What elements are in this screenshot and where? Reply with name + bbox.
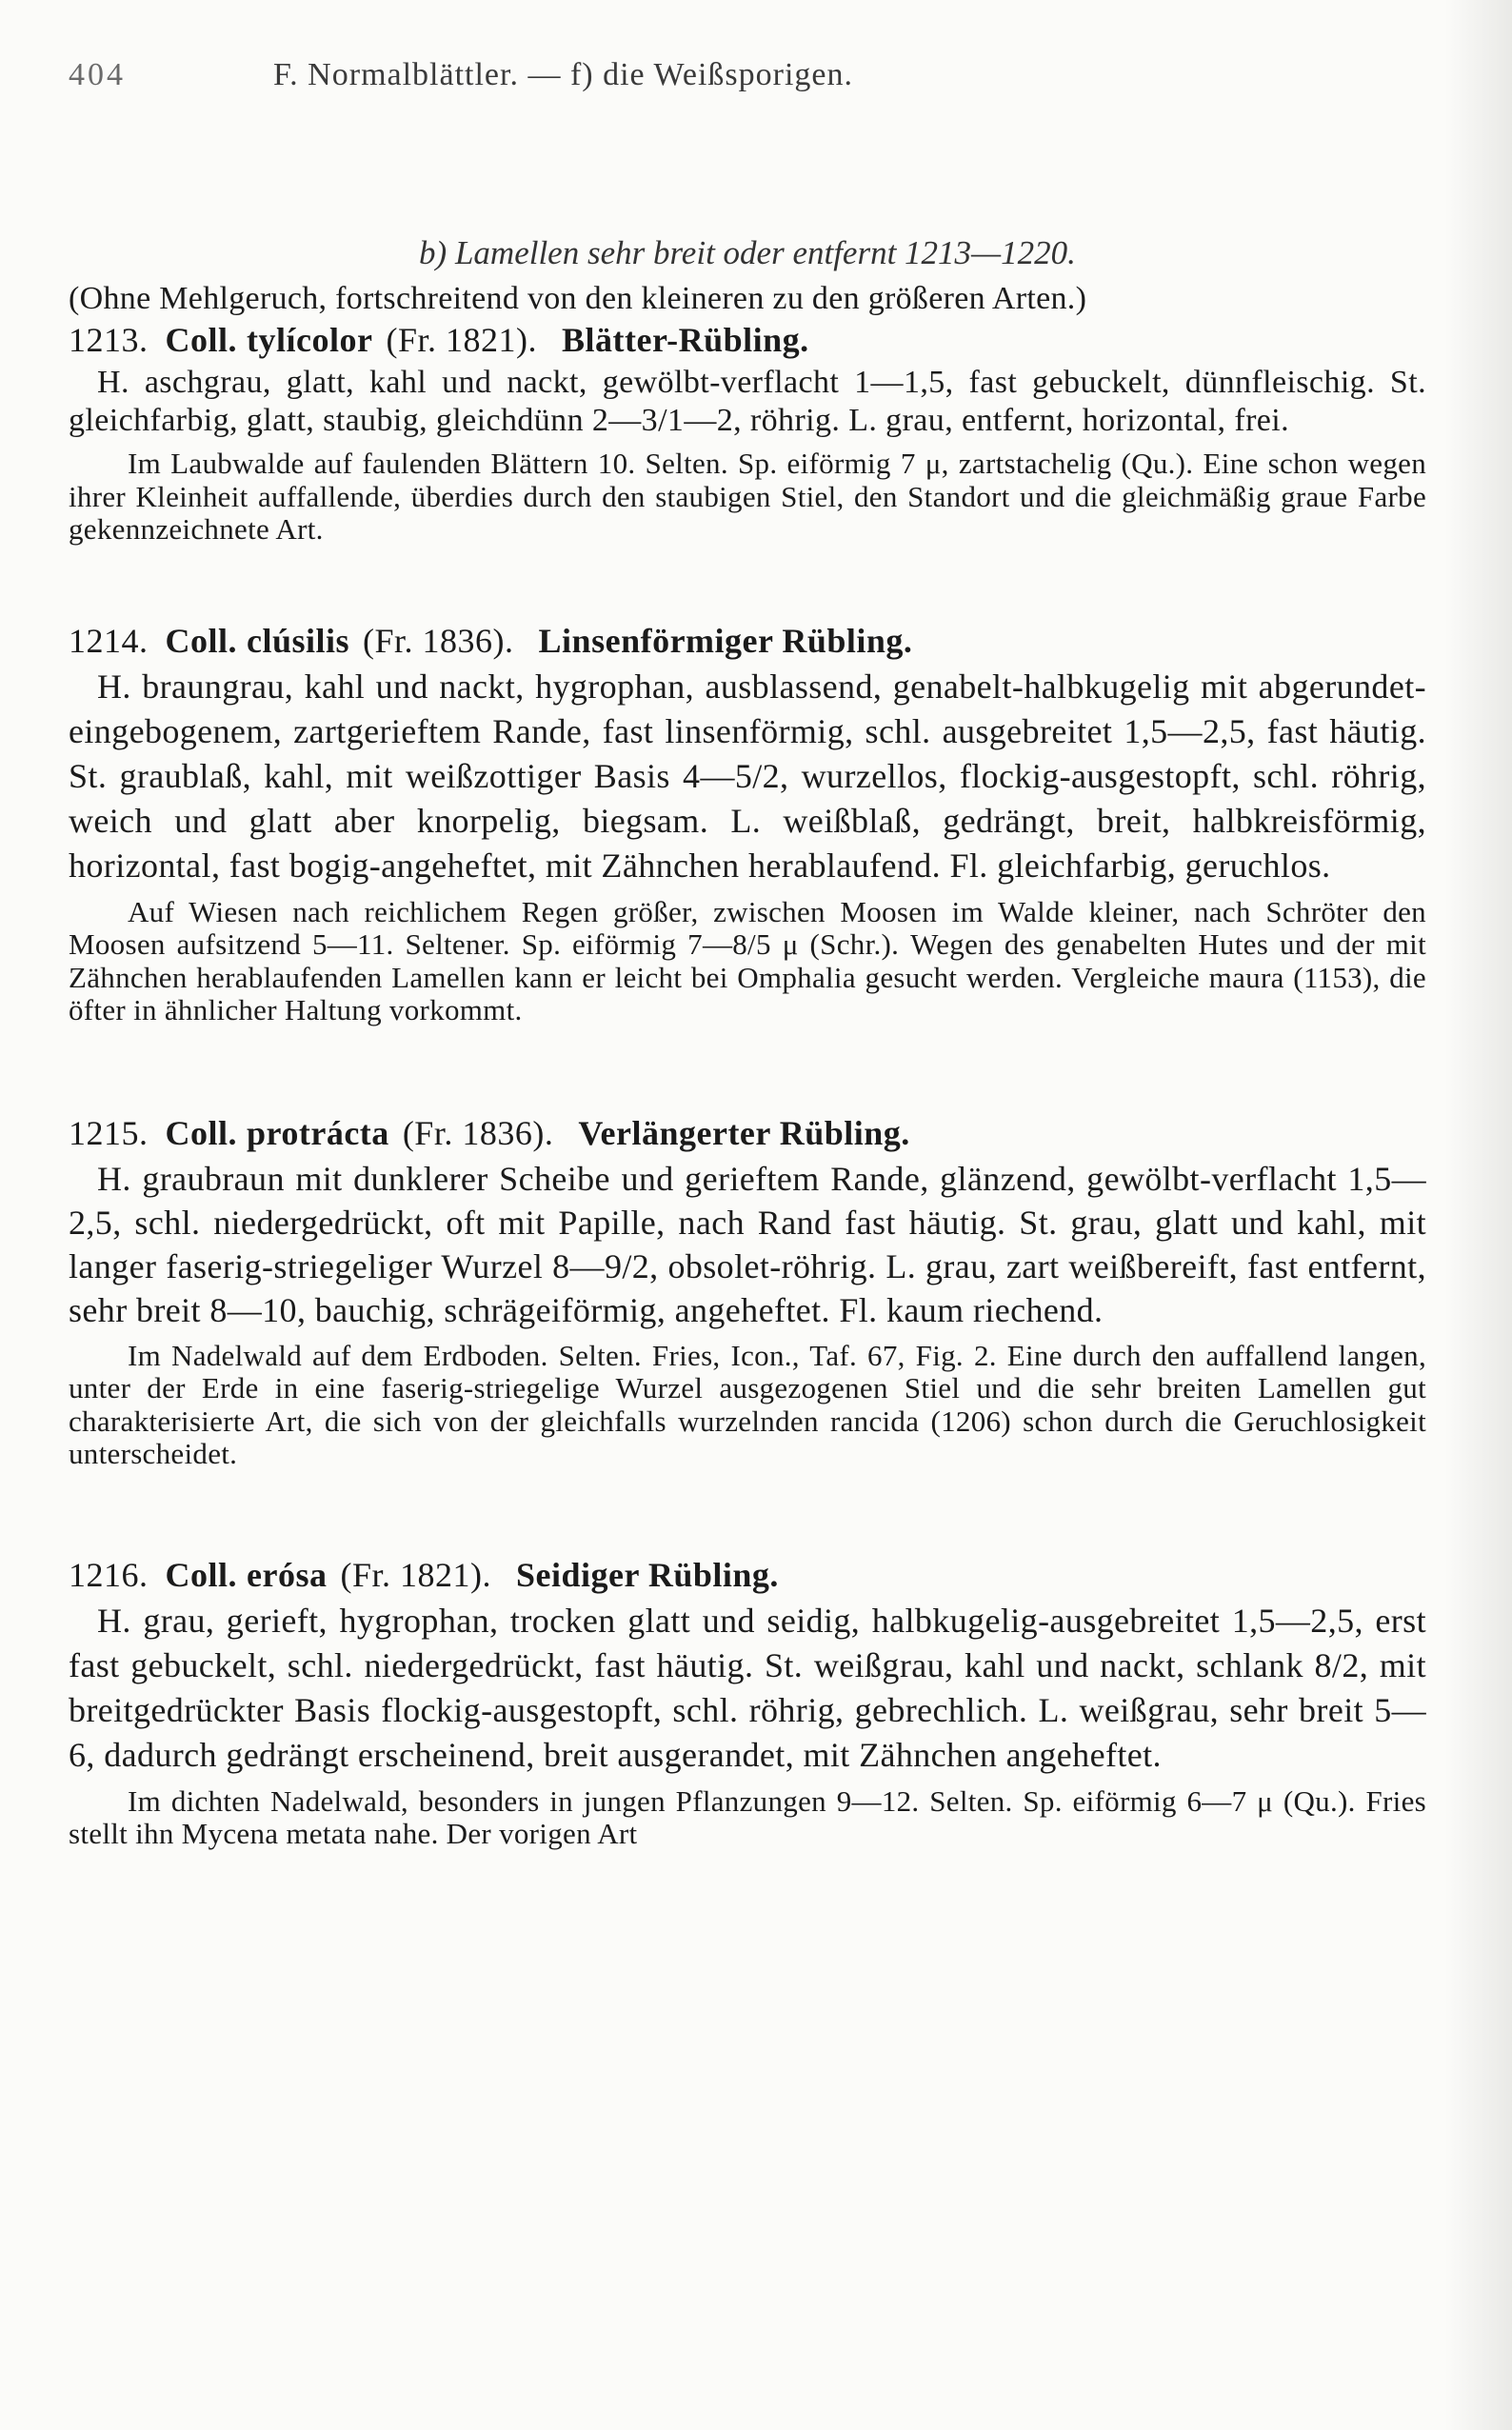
species-note: Im Laubwalde auf faulenden Blättern 10. Selten. Sp. eiförmig 7 μ, zartstachelig (Qu.). Eine schon wegen ihrer Kleinheit auffallende, überdies durch den staubigen Stiel, den Standort und die gleichmäßig graue Farbe gekennzeichnete Art. [69, 447, 1426, 546]
species-genus: Coll. [165, 621, 238, 660]
species-author: (Fr. 1821). [340, 1555, 491, 1594]
section-title: b) Lamellen sehr breit oder entfernt 1213—1220. [419, 234, 1076, 271]
species-number: 1216. [69, 1555, 149, 1594]
species-author: (Fr. 1821). [386, 321, 537, 359]
species-entry-1213 [69, 320, 1426, 547]
species-german-name: Verlängerter Rübling. [578, 1113, 910, 1152]
species-note: Im dichten Nadelwald, besonders in jungen Pflanzungen 9—12. Selten. Sp. eiförmig 6—7 μ (Qu.). Fries stellt ihn Mycena metata nahe. Der vorigen Art [69, 1783, 1426, 1850]
species-genus: Coll. [165, 1113, 238, 1152]
species-heading [69, 1113, 1426, 1153]
species-heading [69, 320, 1426, 360]
species-heading [69, 1555, 1426, 1595]
species-entry-1215 [69, 1113, 1426, 1471]
species-description: H. aschgrau, glatt, kahl und nackt, gewölbt-verflacht 1—1,5, fast gebuckelt, dünnfleischig. St. gleichfarbig, glatt, staubig, gleichdünn 2—3/1—2, röhrig. L. grau, entfernt, horizontal, frei. [69, 365, 1426, 438]
page-number: 404 [69, 57, 126, 92]
species-author: (Fr. 1836). [402, 1113, 554, 1152]
species-note: Im Nadelwald auf dem Erdboden. Selten. Fries, Icon., Taf. 67, Fig. 2. Eine durch den auffallend langen, unter der Erde in eine faserig-striegelige Wurzel ausgezogenen Stiel und die sehr breiten Lamellen gut charakterisierte Art, die sich von der gleichfalls wurzelnden rancida (1206) schon durch die Geruchlosigkeit unterscheidet. [69, 1338, 1426, 1470]
species-number: 1215. [69, 1113, 149, 1152]
species-entry-1214 [69, 621, 1426, 1027]
species-author: (Fr. 1836). [363, 621, 514, 660]
species-description: H. grau, gerieft, hygrophan, trocken glatt und seidig, halbkugelig-ausgebreitet 1,5—2,5, erst fast gebuckelt, schl. niedergedrückt, fast häutig. St. weißgrau, kahl und nackt, schlank 8/2, mit breitgedrückter Basis flockig-ausgestopft, schl. röhrig, gebrechlich. L. weißgrau, sehr breit 5—6, dadurch gedrängt erscheinend, breit ausgerandet, mit Zähnchen angeheftet. [69, 1601, 1426, 1774]
running-title: F. Normalblättler. — f) die Weißsporigen. [273, 57, 854, 92]
species-number: 1214. [69, 621, 149, 660]
section-note: (Ohne Mehlgeruch, fortschreitend von den kleineren zu den größeren Arten.) [69, 281, 1087, 316]
species-description: H. braungrau, kahl und nackt, hygrophan, ausblassend, genabelt-halbkugelig mit abgerundet-eingebogenem, zartgerieftem Rande, fast linsenförmig, schl. ausgebreitet 1,5—2,5, fast häutig. St. graublaß, kahl, mit weißzottiger Basis 4—5/2, wurzellos, flockig-ausgestopft, schl. röhrig, weich und glatt aber knorpelig, biegsam. L. weißblaß, gedrängt, breit, halbkreisförmig, horizontal, fast bogig-angeheftet, mit Zähnchen herablaufend. Fl. gleichfarbig, geruchlos. [69, 667, 1426, 885]
species-heading [69, 621, 1426, 661]
species-note: Auf Wiesen nach reichlichem Regen größer, zwischen Moosen im Walde kleiner, nach Schröter den Moosen aufsitzend 5—11. Seltener. Sp. eiförmig 7—8/5 μ (Schr.). Wegen des genabelten Hutes und der mit Zähnchen herablaufenden Lamellen kann er leicht bei Omphalia gesucht werden. Vergleiche maura (1153), die öfter in ähnlicher Haltung vorkommt. [69, 894, 1426, 1026]
species-number: 1213. [69, 321, 149, 359]
species-entry-1216 [69, 1555, 1426, 1851]
species-epithet: clúsilis [247, 621, 350, 660]
species-description: H. graubraun mit dunklerer Scheibe und gerieftem Rande, glänzend, gewölbt-verflacht 1,5—2,5, schl. niedergedrückt, oft mit Papille, nach Rand fast häutig. St. grau, glatt und kahl, mit langer faserig-striegeliger Wurzel 8—9/2, obsolet-röhrig. L. grau, zart weißbereift, fast entfernt, sehr breit 8—10, bauchig, schrägeiförmig, angeheftet. Fl. kaum riechend. [69, 1159, 1426, 1329]
running-head [69, 57, 1426, 114]
species-german-name: Linsenförmiger Rübling. [538, 621, 913, 660]
species-genus: Coll. [165, 321, 238, 359]
species-german-name: Blätter-Rübling. [561, 321, 809, 359]
species-german-name: Seidiger Rübling. [515, 1555, 779, 1594]
species-genus: Coll. [165, 1555, 238, 1594]
species-epithet: protrácta [247, 1113, 389, 1152]
species-epithet: tylícolor [247, 321, 373, 359]
species-epithet: erósa [247, 1555, 328, 1594]
